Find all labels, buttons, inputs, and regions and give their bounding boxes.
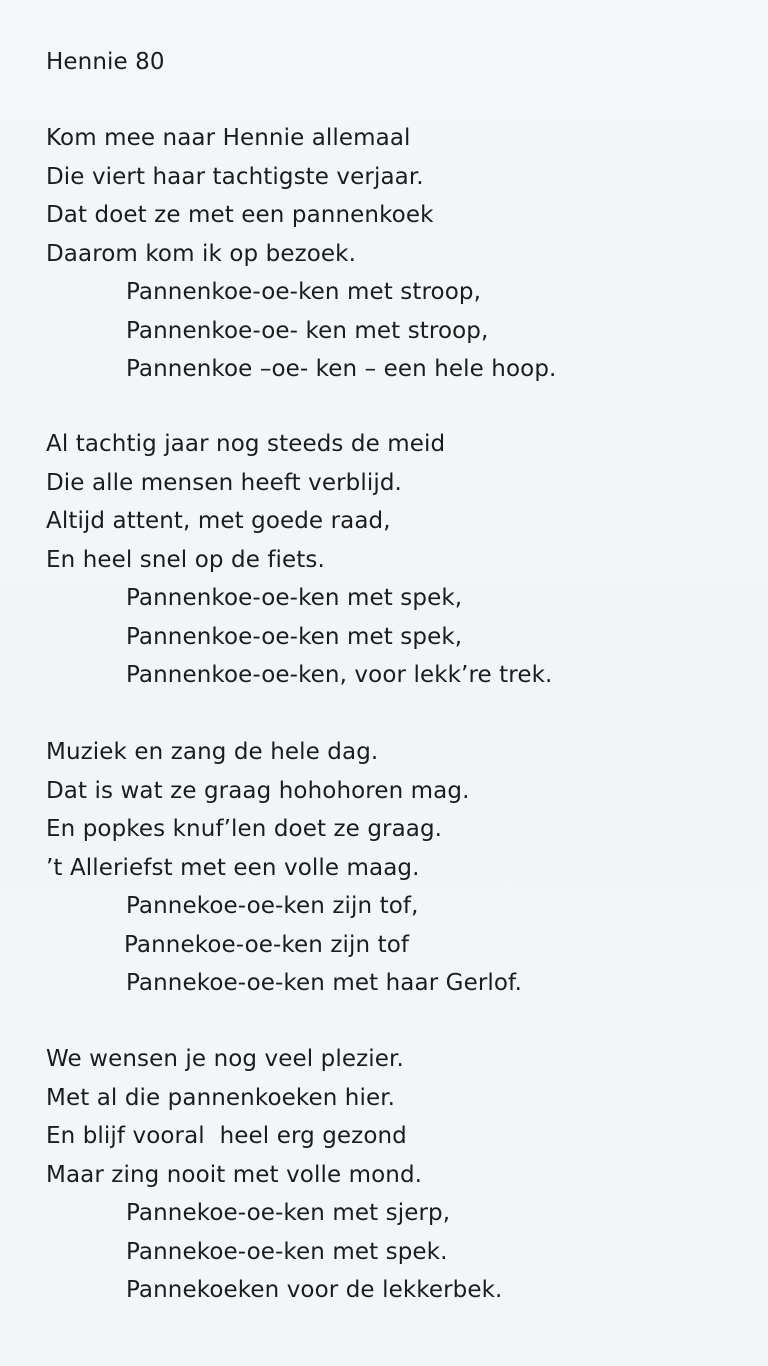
verse-line: Met al die pannenkoeken hier. xyxy=(46,1084,396,1111)
verse-line: Al tachtig jaar nog steeds de meid xyxy=(46,431,446,457)
chorus-line: Pannekoe-oe-ken met spek. xyxy=(126,1238,448,1265)
verse-line: En popkes knuf’len doet ze graag. xyxy=(46,816,443,842)
verse-line: Die alle mensen heeft verblijd. xyxy=(46,469,402,496)
verse-line: En heel snel op de fiets. xyxy=(46,546,325,573)
verse-line: Maar zing nooit met volle mond. xyxy=(46,1161,423,1188)
chorus-line: Pannenkoe-oe-ken, voor lekk’re trek. xyxy=(126,662,553,688)
chorus-line: Pannekoe-oe-ken zijn tof xyxy=(124,931,410,958)
chorus-line: Pannenkoe-oe-ken met stroop, xyxy=(126,279,482,305)
chorus-line: Pannekoe-oe-ken met sjerp, xyxy=(126,1200,451,1226)
chorus-line: Pannekoe-oe-ken zijn tof, xyxy=(126,893,419,919)
chorus-line: Pannekoe-oe-ken met haar Gerlof. xyxy=(126,970,522,996)
chorus-line: Pannenkoe –oe- ken – een hele hoop. xyxy=(126,356,557,382)
stanza-2 xyxy=(46,425,552,695)
verse-line: En blijf vooral heel erg gezond xyxy=(46,1123,407,1149)
verse-line: We wensen je nog veel plezier. xyxy=(46,1046,404,1072)
chorus-line: Pannenkoe-oe-ken met spek, xyxy=(126,623,463,650)
verse-line: Altijd attent, met goede raad, xyxy=(46,508,391,534)
chorus-line: Pannenkoe-oe- ken met stroop, xyxy=(126,317,489,344)
verse-line: Die viert haar tachtigste verjaar. xyxy=(46,163,424,190)
verse-line: Kom mee naar Hennie allemaal xyxy=(46,125,411,151)
chorus-line: Pannekoeken voor de lekkerbek. xyxy=(126,1277,503,1303)
verse-line: Dat is wat ze graag hohohoren mag. xyxy=(46,777,470,804)
verse-line: ’t Alleriefst met een volle maag. xyxy=(46,854,420,881)
stanza-1 xyxy=(46,119,556,389)
chorus-line: Pannenkoe-oe-ken met spek, xyxy=(126,585,463,611)
song-title: Hennie 80 xyxy=(46,49,165,75)
verse-line: Daarom kom ik op bezoek. xyxy=(46,240,357,267)
verse-line: Dat doet ze met een pannenkoek xyxy=(46,202,434,228)
stanza-3 xyxy=(46,733,522,1003)
stanza-4 xyxy=(46,1040,502,1310)
verse-line: Muziek en zang de hele dag. xyxy=(46,739,379,765)
